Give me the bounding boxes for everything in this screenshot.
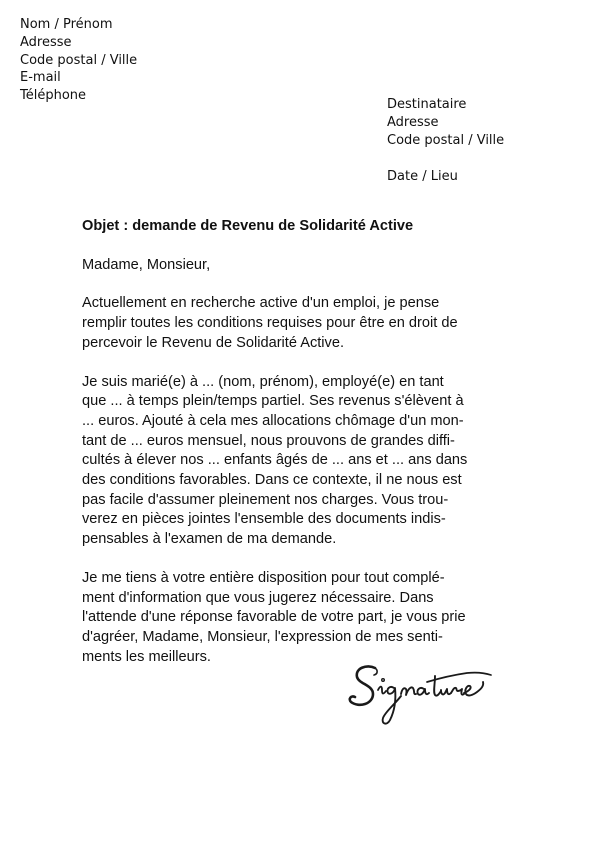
date-place: Date / Lieu — [387, 169, 458, 184]
letter-subject: Objet : demande de Revenu de Solidarité Active — [82, 218, 414, 234]
paragraph-line: pensables à l'examen de ma demande. — [82, 531, 337, 548]
recipient-block — [387, 96, 504, 186]
paragraph-line: ment d'information que vous jugerez nécessaire. Dans — [82, 589, 434, 606]
paragraph-line: remplir toutes les conditions requises pour être en droit de — [82, 315, 458, 332]
paragraph-line: des conditions favorables. Dans ce contexte, il ne nous est — [82, 472, 462, 489]
paragraph-line: Je suis marié(e) à ... (nom, prénom), employé(e) en tant — [82, 373, 444, 390]
letter-body — [82, 217, 522, 667]
sender-postal-city: Code postal / Ville — [20, 52, 138, 68]
sender-phone: Téléphone — [20, 88, 87, 104]
paragraph-line: Je me tiens à votre entière disposition pour tout complé- — [82, 569, 445, 586]
sender-name: Nom / Prénom — [20, 17, 113, 32]
paragraph-line: ... euros. Ajouté à cela mes allocations chômage d'un mon- — [82, 412, 464, 429]
paragraph-line: verez en pièces jointes l'ensemble des documents indis- — [82, 511, 446, 528]
handwritten-signature — [345, 660, 495, 730]
letter-salutation: Madame, Monsieur, — [82, 256, 211, 273]
recipient-address: Adresse — [387, 115, 439, 130]
paragraph-line: ments les meilleurs. — [82, 648, 211, 665]
paragraph-line: cultés à élever nos ... enfants âgés de ... ans et ... ans dans — [82, 452, 468, 469]
sender-block — [20, 16, 137, 105]
paragraph-line: tant de ... euros mensuel, nous prouvons de grandes diffi- — [82, 432, 455, 449]
sender-email: E-mail — [20, 70, 61, 86]
sender-address: Adresse — [20, 34, 72, 50]
paragraph-line: d'agréer, Madame, Monsieur, l'expression de mes senti- — [82, 628, 443, 645]
recipient-name: Destinataire — [387, 97, 467, 112]
paragraph-3 — [82, 569, 522, 668]
paragraph-line: Actuellement en recherche active d'un emploi, je pense — [82, 295, 440, 312]
paragraph-line: pas facile d'assumer pleinement nos charges. Vous trou- — [82, 491, 449, 508]
paragraph-1 — [82, 294, 522, 353]
paragraph-line: que ... à temps plein/temps partiel. Ses revenus s'élèvent à — [82, 393, 464, 410]
paragraph-2 — [82, 373, 522, 550]
recipient-postal-city: Code postal / Ville — [387, 133, 505, 148]
paragraph-line: percevoir le Revenu de Solidarité Active. — [82, 334, 345, 351]
paragraph-line: l'attende d'une réponse favorable de votre part, je vous prie — [82, 609, 466, 626]
